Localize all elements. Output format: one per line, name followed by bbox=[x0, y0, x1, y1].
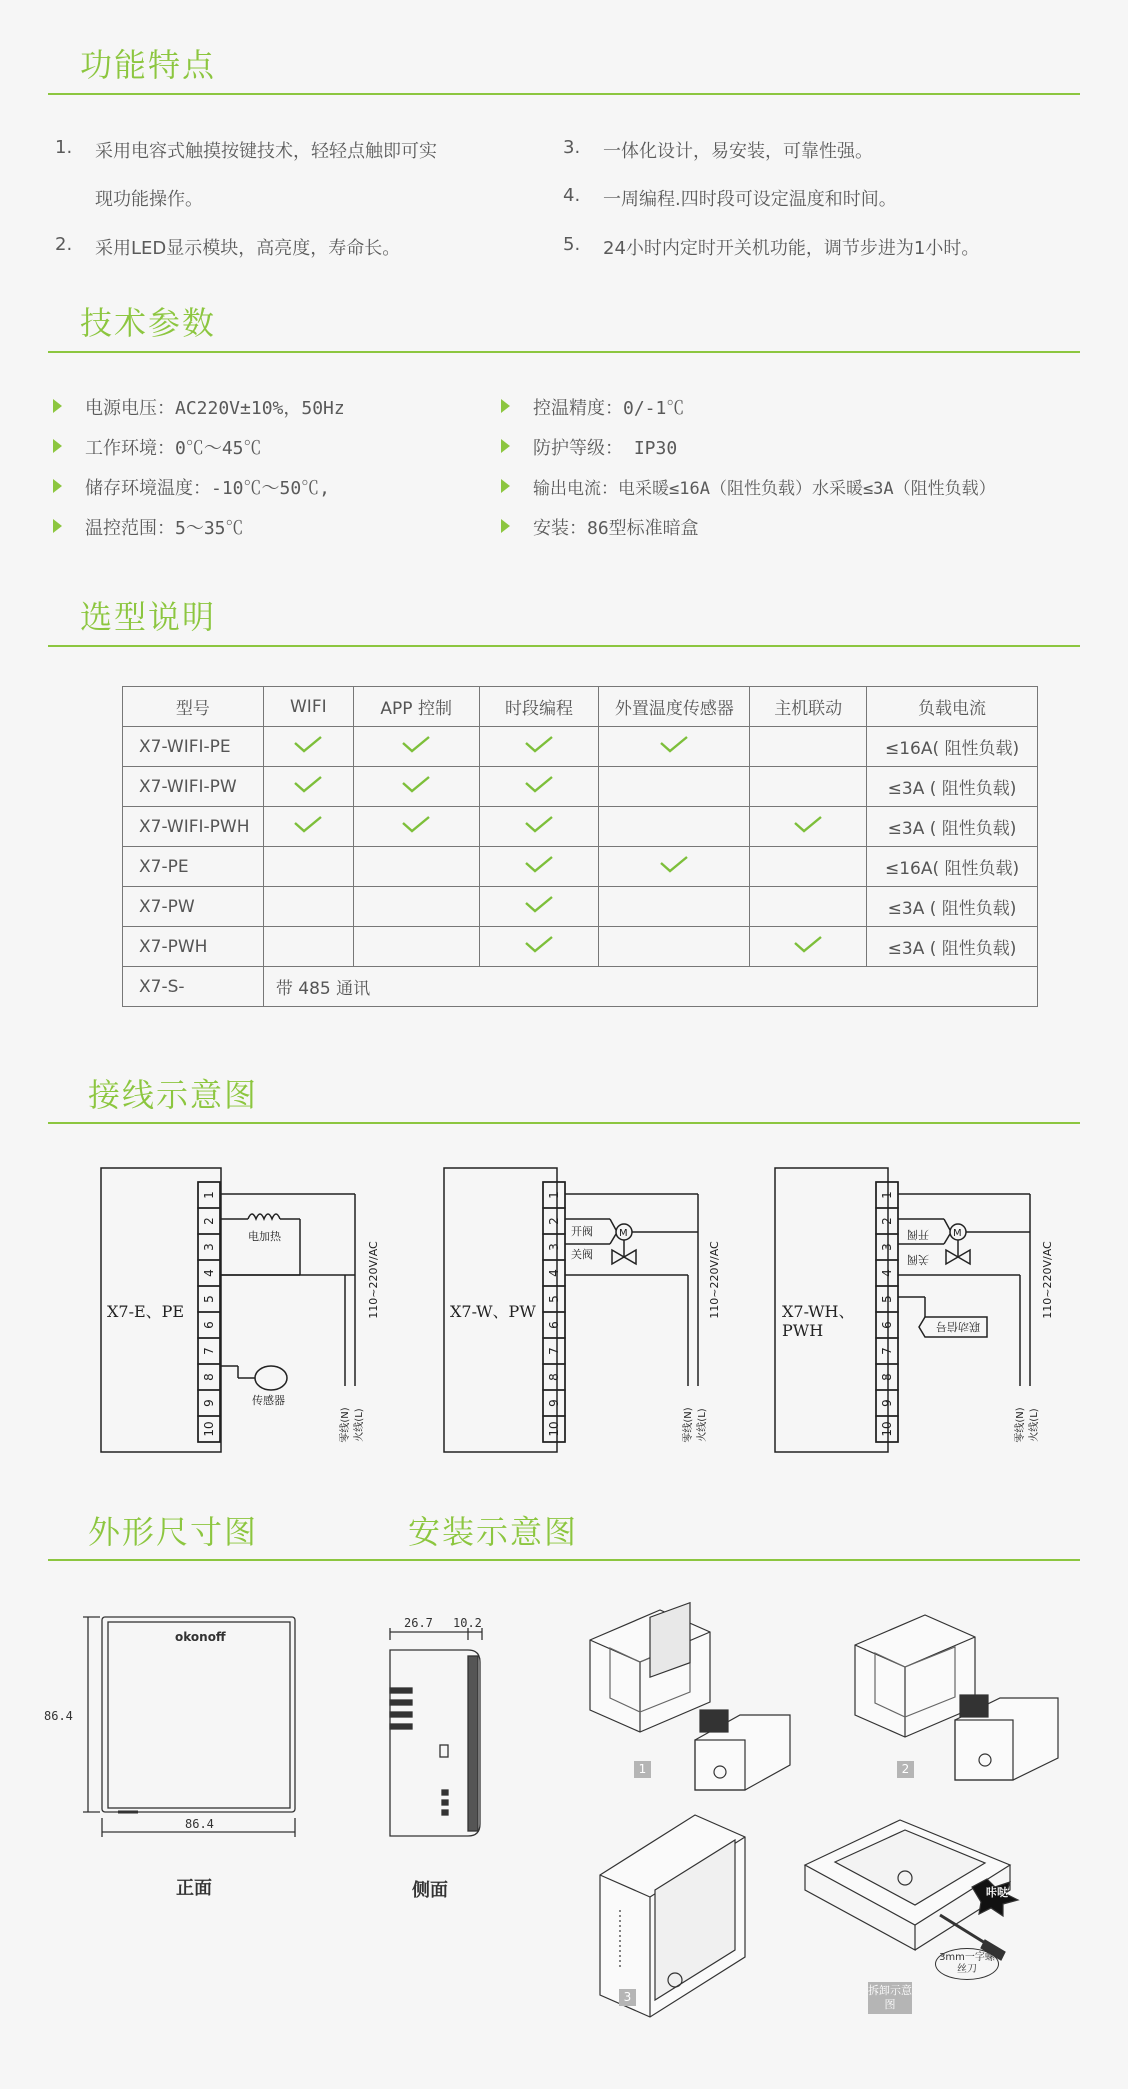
terminal-number: 8 bbox=[547, 1373, 561, 1381]
feature-cell bbox=[353, 767, 479, 807]
section-title-install: 安装示意图 bbox=[408, 1513, 579, 1551]
neutral-label: 零线(N) bbox=[340, 1407, 351, 1443]
depth-dimension: 26.7 bbox=[404, 1616, 433, 1630]
terminal-number: 6 bbox=[880, 1321, 894, 1329]
motor-label: M bbox=[619, 1228, 628, 1239]
check-icon bbox=[524, 934, 554, 954]
model-cell: X7-WIFI-PW bbox=[123, 767, 264, 807]
terminal-number: 6 bbox=[547, 1321, 561, 1329]
install-step-1-drawing bbox=[590, 1603, 790, 1790]
check-icon bbox=[524, 814, 554, 834]
check-icon bbox=[401, 774, 431, 794]
table-header: 型号 bbox=[123, 687, 264, 727]
front-view-caption: 正面 bbox=[176, 1878, 212, 1899]
table-header: WIFI bbox=[263, 687, 353, 727]
feature-cell bbox=[353, 727, 479, 767]
feature-cell bbox=[479, 767, 599, 807]
terminal-number: 6 bbox=[202, 1321, 216, 1329]
check-icon bbox=[524, 734, 554, 754]
table-row bbox=[123, 807, 1038, 847]
feature-cell bbox=[353, 807, 479, 847]
bullet-arrow-icon bbox=[53, 399, 62, 413]
feature-cell bbox=[599, 767, 750, 807]
install-step-3-drawing bbox=[600, 1815, 745, 2017]
feature-cell bbox=[479, 807, 599, 847]
terminal-number: 2 bbox=[202, 1217, 216, 1225]
brand-logo: okonoff bbox=[175, 1630, 226, 1644]
heater-label: 电加热 bbox=[248, 1230, 281, 1243]
check-icon bbox=[293, 774, 323, 794]
voltage-label: 110~220V/AC bbox=[367, 1241, 380, 1319]
bullet-arrow-icon bbox=[53, 519, 62, 533]
load-cell: ≤3A ( 阻性负载) bbox=[867, 767, 1038, 807]
terminal-number: 7 bbox=[547, 1347, 561, 1355]
check-icon bbox=[524, 894, 554, 914]
feature-cell bbox=[479, 887, 599, 927]
spec-text: 温控范围：5～35℃ bbox=[85, 518, 244, 539]
terminal-number: 3 bbox=[547, 1243, 561, 1251]
width-dimension: 86.4 bbox=[185, 1817, 214, 1831]
feature-cell bbox=[750, 807, 867, 847]
feature-cell bbox=[750, 927, 867, 967]
link-signal-label: 联动信号 bbox=[936, 1320, 980, 1333]
terminal-number: 10 bbox=[880, 1421, 894, 1437]
table-row bbox=[123, 967, 1038, 1007]
feature-text: 采用LED显示模块，高亮度，寿命长。 bbox=[95, 238, 401, 259]
model-cell: X7-WIFI-PE bbox=[123, 727, 264, 767]
install-drawings bbox=[560, 1590, 1120, 2010]
feature-cell bbox=[750, 767, 867, 807]
feature-number: 1. bbox=[55, 137, 73, 158]
section-title-specs: 技术参数 bbox=[80, 304, 217, 342]
feature-item bbox=[55, 234, 505, 258]
spec-text: 安装：86型标准暗盒 bbox=[533, 518, 699, 539]
table-header: 负载电流 bbox=[867, 687, 1038, 727]
check-icon bbox=[793, 814, 823, 834]
feature-cell bbox=[750, 887, 867, 927]
check-icon bbox=[293, 734, 323, 754]
feature-cell bbox=[353, 887, 479, 927]
feature-item bbox=[563, 185, 1063, 209]
spec-text: 储存环境温度：-10℃～50℃, bbox=[85, 478, 331, 499]
removal-caption: 拆卸示意图 bbox=[868, 1982, 912, 2014]
voltage-label: 110~220V/AC bbox=[708, 1241, 721, 1319]
model-cell: X7-S- bbox=[123, 967, 264, 1007]
feature-cell bbox=[750, 727, 867, 767]
terminal-number: 1 bbox=[880, 1191, 894, 1199]
table-header: 主机联动 bbox=[750, 687, 867, 727]
height-dimension: 86.4 bbox=[44, 1709, 73, 1723]
terminal-number: 4 bbox=[202, 1269, 216, 1277]
table-row bbox=[123, 767, 1038, 807]
wiring-model-label: X7-WH、 bbox=[782, 1302, 855, 1321]
feature-cell bbox=[353, 847, 479, 887]
wiring-model-label: X7-W、PW bbox=[450, 1302, 536, 1321]
terminal-number: 9 bbox=[202, 1399, 216, 1407]
model-cell: X7-PWH bbox=[123, 927, 264, 967]
side-view-caption: 侧面 bbox=[412, 1880, 448, 1901]
table-row bbox=[123, 727, 1038, 767]
open-valve-label: 开阀 bbox=[907, 1228, 929, 1241]
feature-cell bbox=[599, 887, 750, 927]
feature-text: 一周编程.四时段可设定温度和时间。 bbox=[603, 189, 897, 210]
terminal-number: 7 bbox=[202, 1347, 216, 1355]
click-sound-burst: 咔哒 bbox=[986, 1886, 1008, 1899]
spec-text: 防护等级： IP30 bbox=[533, 438, 678, 459]
sensor-label: 传感器 bbox=[252, 1394, 285, 1407]
feature-number: 4. bbox=[563, 185, 581, 206]
feature-cell bbox=[263, 807, 353, 847]
feature-item bbox=[563, 137, 1063, 161]
table-header: APP 控制 bbox=[353, 687, 479, 727]
feature-number: 2. bbox=[55, 234, 73, 255]
table-header-row bbox=[123, 687, 1038, 727]
table-body bbox=[123, 727, 1038, 967]
close-valve-label: 关阀 bbox=[907, 1253, 929, 1266]
spec-text: 输出电流：电采暖≤16A（阻性负载）水采暖≤3A（阻性负载） bbox=[533, 479, 996, 499]
step-number-badge: 1 bbox=[634, 1761, 651, 1778]
note-cell: 带 485 通讯 bbox=[263, 967, 1037, 1007]
model-cell: X7-PE bbox=[123, 847, 264, 887]
table-row bbox=[123, 847, 1038, 887]
feature-text: 现功能操作。 bbox=[95, 189, 203, 210]
feature-cell bbox=[599, 847, 750, 887]
feature-text: 一体化设计，易安装，可靠性强。 bbox=[603, 141, 873, 162]
live-label: 火线(L) bbox=[697, 1408, 708, 1442]
check-icon bbox=[524, 774, 554, 794]
spec-text: 工作环境：0℃～45℃ bbox=[85, 438, 262, 459]
wiring-model-label: PWH bbox=[782, 1321, 824, 1340]
dimension-drawings bbox=[30, 1600, 482, 1900]
terminal-number: 4 bbox=[547, 1269, 561, 1277]
section-rule bbox=[48, 351, 1080, 353]
terminal-number: 9 bbox=[547, 1399, 561, 1407]
feature-cell bbox=[263, 767, 353, 807]
feature-cell bbox=[750, 847, 867, 887]
bullet-arrow-icon bbox=[501, 519, 510, 533]
terminal-number: 9 bbox=[880, 1399, 894, 1407]
terminal-number: 5 bbox=[547, 1295, 561, 1303]
terminal-number: 4 bbox=[880, 1269, 894, 1277]
live-label: 火线(L) bbox=[1029, 1408, 1040, 1442]
feature-cell bbox=[599, 927, 750, 967]
feature-cell bbox=[479, 927, 599, 967]
install-step-2-drawing bbox=[855, 1615, 1058, 1780]
feature-cell bbox=[263, 927, 353, 967]
feature-number: 3. bbox=[563, 137, 581, 158]
motor-label: M bbox=[953, 1228, 962, 1239]
feature-cell bbox=[599, 807, 750, 847]
check-icon bbox=[293, 814, 323, 834]
terminal-number: 8 bbox=[880, 1373, 894, 1381]
bullet-arrow-icon bbox=[501, 479, 510, 493]
check-icon bbox=[401, 814, 431, 834]
terminal-number: 10 bbox=[547, 1421, 561, 1437]
close-valve-label: 关阀 bbox=[571, 1248, 593, 1261]
step-number-badge: 2 bbox=[897, 1761, 914, 1778]
feature-item bbox=[55, 137, 505, 210]
check-icon bbox=[793, 934, 823, 954]
section-rule bbox=[48, 1559, 1080, 1561]
feature-text: 24小时内定时开关机功能，调节步进为1小时。 bbox=[603, 238, 980, 259]
feature-cell bbox=[479, 727, 599, 767]
voltage-label: 110~220V/AC bbox=[1041, 1241, 1054, 1319]
bullet-arrow-icon bbox=[53, 479, 62, 493]
check-icon bbox=[401, 734, 431, 754]
model-cell: X7-PW bbox=[123, 887, 264, 927]
feature-text: 采用电容式触摸按键技术，轻轻点触即可实 bbox=[95, 141, 437, 162]
terminal-number: 2 bbox=[547, 1217, 561, 1225]
section-title-features: 功能特点 bbox=[80, 46, 217, 84]
terminal-number: 1 bbox=[547, 1191, 561, 1199]
depth-dimension: 10.2 bbox=[453, 1616, 482, 1630]
load-cell: ≤3A ( 阻性负载) bbox=[867, 887, 1038, 927]
spec-text: 电源电压：AC220V±10%，50Hz bbox=[85, 398, 345, 419]
section-title-dimensions: 外形尺寸图 bbox=[88, 1513, 259, 1551]
terminal-number: 10 bbox=[202, 1421, 216, 1437]
table-header: 外置温度传感器 bbox=[599, 687, 750, 727]
section-rule bbox=[48, 645, 1080, 647]
feature-item bbox=[563, 234, 1063, 258]
terminal-number: 3 bbox=[880, 1243, 894, 1251]
feature-cell bbox=[263, 887, 353, 927]
neutral-label: 零线(N) bbox=[683, 1407, 694, 1443]
feature-cell bbox=[263, 727, 353, 767]
feature-cell bbox=[353, 927, 479, 967]
terminal-number: 8 bbox=[202, 1373, 216, 1381]
terminal-number: 1 bbox=[202, 1191, 216, 1199]
side-view bbox=[390, 1628, 482, 1836]
feature-cell bbox=[263, 847, 353, 887]
feature-number: 5. bbox=[563, 234, 581, 255]
load-cell: ≤16A( 阻性负载) bbox=[867, 847, 1038, 887]
open-valve-label: 开阀 bbox=[571, 1225, 593, 1238]
feature-cell bbox=[479, 847, 599, 887]
load-cell: ≤3A ( 阻性负载) bbox=[867, 927, 1038, 967]
section-title-selection: 选型说明 bbox=[80, 598, 217, 636]
terminal-number: 5 bbox=[202, 1295, 216, 1303]
model-cell: X7-WIFI-PWH bbox=[123, 807, 264, 847]
table-row bbox=[123, 927, 1038, 967]
neutral-label: 零线(N) bbox=[1015, 1407, 1026, 1443]
wiring-model-label: X7-E、PE bbox=[107, 1302, 185, 1321]
table-header: 时段编程 bbox=[479, 687, 599, 727]
load-cell: ≤16A( 阻性负载) bbox=[867, 727, 1038, 767]
section-title-wiring: 接线示意图 bbox=[88, 1076, 259, 1114]
load-cell: ≤3A ( 阻性负载) bbox=[867, 807, 1038, 847]
feature-cell bbox=[599, 727, 750, 767]
front-view bbox=[83, 1617, 295, 1837]
bullet-arrow-icon bbox=[53, 439, 62, 453]
wiring-diagrams bbox=[0, 1150, 1128, 1470]
terminal-number: 5 bbox=[880, 1295, 894, 1303]
screwdriver-label: 3mm一字螺丝刀 bbox=[935, 1948, 999, 1980]
section-rule bbox=[48, 1122, 1080, 1124]
bullet-arrow-icon bbox=[501, 439, 510, 453]
model-selection-table bbox=[122, 686, 1038, 1007]
check-icon bbox=[524, 854, 554, 874]
terminal-number: 2 bbox=[880, 1217, 894, 1225]
section-rule bbox=[48, 93, 1080, 95]
bullet-arrow-icon bbox=[501, 399, 510, 413]
spec-text: 控温精度：0/-1℃ bbox=[533, 398, 685, 419]
table-row bbox=[123, 887, 1038, 927]
live-label: 火线(L) bbox=[354, 1408, 365, 1442]
terminal-number: 7 bbox=[880, 1347, 894, 1355]
step-number-badge: 3 bbox=[619, 1989, 636, 2006]
check-icon bbox=[659, 854, 689, 874]
terminal-number: 3 bbox=[202, 1243, 216, 1251]
check-icon bbox=[659, 734, 689, 754]
